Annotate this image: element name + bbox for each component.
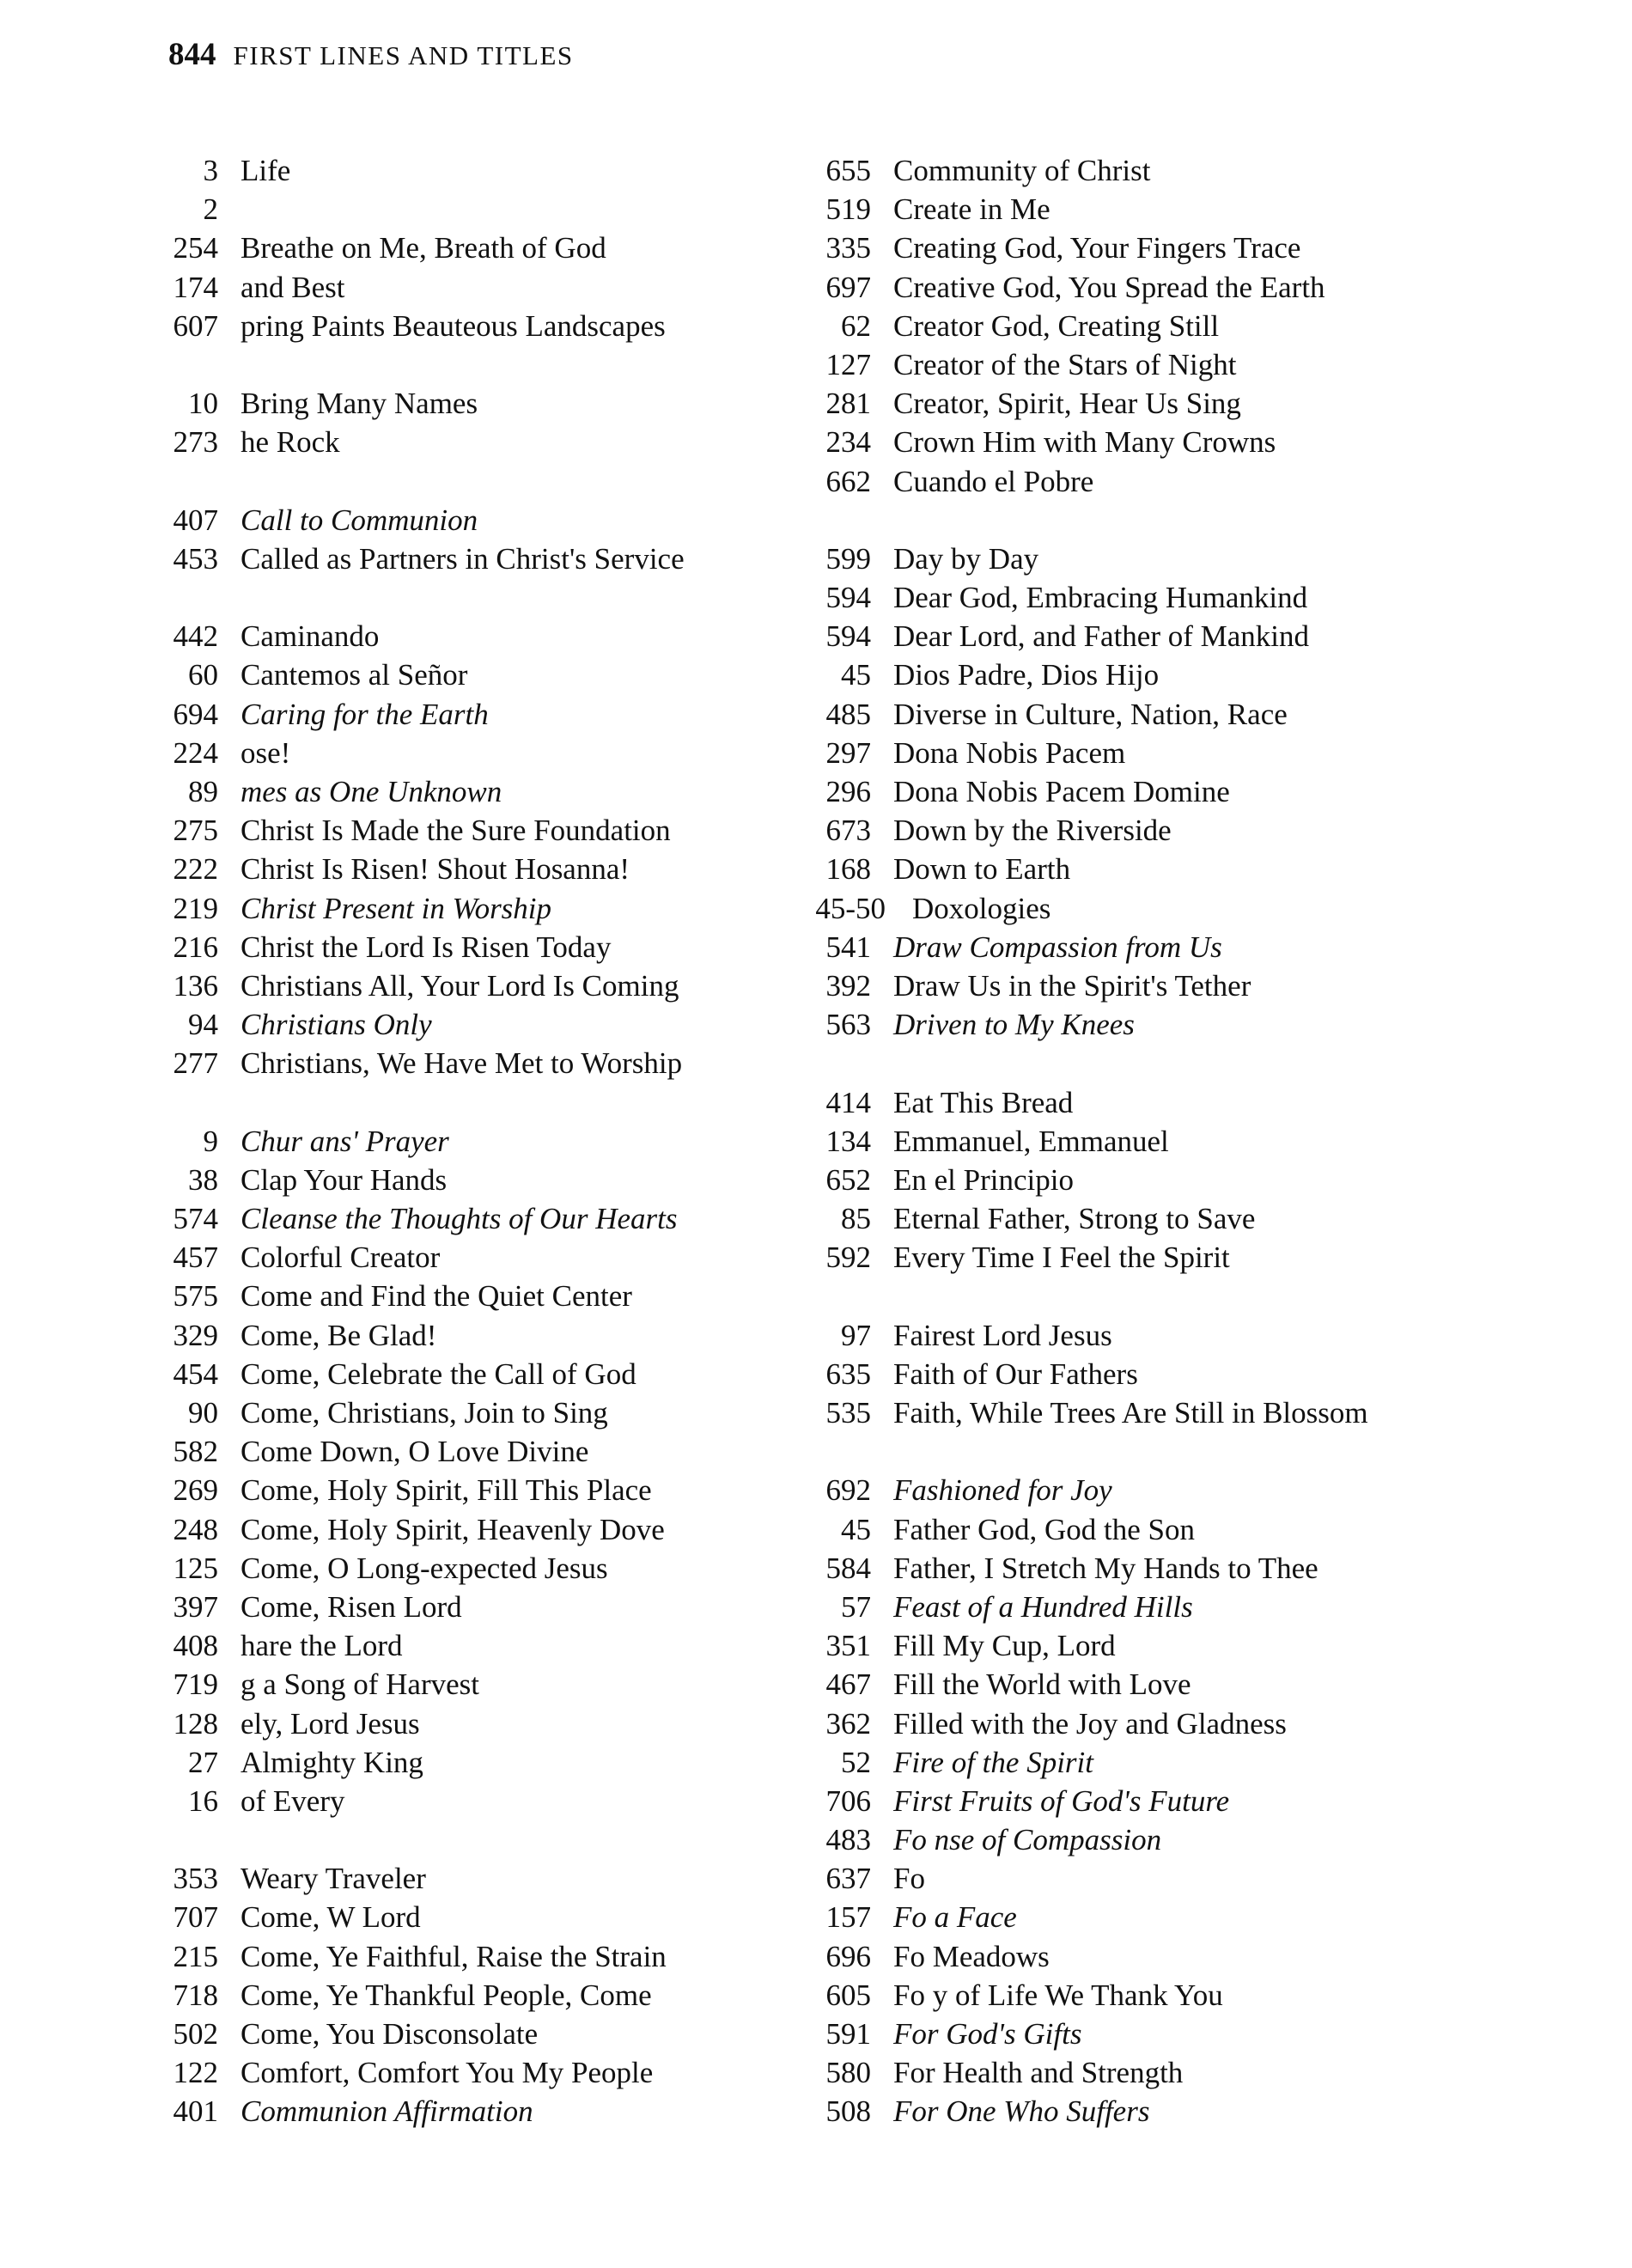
hymn-title: Creative God, You Spread the Earth bbox=[893, 270, 1325, 304]
index-entry bbox=[143, 307, 795, 384]
hymn-number: 275 bbox=[173, 814, 218, 848]
hymn-title: Dios Padre, Dios Hijo bbox=[893, 658, 1160, 692]
hymn-number: 580 bbox=[825, 2056, 871, 2090]
hymn-title: Draw Compassion from Us bbox=[893, 930, 1222, 964]
hymn-title: Creator, Spirit, Hear Us Sing bbox=[893, 387, 1241, 421]
hymn-title: Almighty King bbox=[241, 1745, 423, 1779]
hymn-title: Dona Nobis Pacem bbox=[893, 735, 1126, 770]
hymn-title: Come, W Lord bbox=[241, 1900, 421, 1935]
index-entry bbox=[795, 268, 1448, 307]
hymn-title: Christ Is Risen! Shout Hosanna! bbox=[241, 852, 630, 887]
hymn-number: 127 bbox=[825, 347, 871, 381]
hymn-number: 599 bbox=[825, 541, 871, 576]
right-column bbox=[795, 151, 1448, 2131]
hymn-number: 3 bbox=[203, 154, 218, 187]
hymn-title: Faith of Our Fathers bbox=[893, 1357, 1138, 1391]
index-entry bbox=[795, 1005, 1448, 1044]
index-entry bbox=[795, 1665, 1448, 1704]
index-entry bbox=[795, 190, 1448, 229]
hymn-number: 128 bbox=[173, 1706, 218, 1741]
hymn-title: Filled with the Joy and Gladness bbox=[893, 1706, 1287, 1741]
hymn-number: 607 bbox=[173, 308, 218, 343]
hymn-title: Weary Traveler bbox=[241, 1862, 426, 1896]
index-entry bbox=[143, 1743, 795, 1782]
hymn-title: Cuando el Pobre bbox=[893, 464, 1094, 498]
hymn-title: Colorful Creator bbox=[241, 1241, 441, 1275]
hymn-number: 90 bbox=[188, 1396, 218, 1430]
hymn-number: 591 bbox=[825, 2017, 871, 2052]
hymn-number: 329 bbox=[173, 1318, 218, 1352]
index-entry bbox=[795, 1355, 1448, 1393]
index-entry bbox=[795, 1588, 1448, 1626]
hymn-number: 592 bbox=[825, 1241, 871, 1275]
hymn-title: Community of Christ bbox=[893, 154, 1151, 187]
hymn-number: 215 bbox=[173, 1939, 218, 1973]
index-entry bbox=[795, 1626, 1448, 1665]
hymn-title: Feast of a Hundred Hills bbox=[893, 1589, 1193, 1624]
hymn-number: 397 bbox=[173, 1589, 218, 1624]
index-entry bbox=[795, 617, 1448, 655]
hymn-title: ose! bbox=[241, 735, 291, 770]
index-entry bbox=[143, 772, 795, 811]
hymn-title: Fo y of Life We Thank You bbox=[893, 1978, 1223, 2012]
hymn-number: 277 bbox=[173, 1046, 218, 1081]
hymn-title: ely, Lord Jesus bbox=[241, 1706, 420, 1741]
hymn-number: 10 bbox=[188, 387, 218, 421]
hymn-title: Communion Affirmation bbox=[241, 2094, 533, 2129]
hymn-number: 483 bbox=[825, 1823, 871, 1857]
hymn-title: Dona Nobis Pacem Domine bbox=[893, 775, 1230, 808]
index-entry bbox=[795, 889, 1448, 928]
hymn-number: 234 bbox=[825, 425, 871, 460]
page-number: 844 bbox=[168, 37, 216, 72]
index-entry bbox=[143, 2092, 795, 2131]
hymn-number: 134 bbox=[825, 1124, 871, 1158]
index-entry bbox=[795, 1471, 1448, 1509]
hymn-title: Cleanse the Thoughts of Our Hearts bbox=[241, 1202, 678, 1236]
index-entry bbox=[143, 1549, 795, 1588]
index-entry bbox=[795, 307, 1448, 345]
hymn-title: he Rock bbox=[241, 425, 340, 460]
index-entry bbox=[143, 1626, 795, 1665]
hymn-number: 281 bbox=[825, 387, 871, 421]
hymn-number: 652 bbox=[825, 1162, 871, 1197]
index-entry bbox=[143, 1510, 795, 1549]
hymn-title: Emmanuel, Emmanuel bbox=[893, 1124, 1169, 1158]
hymn-number: 157 bbox=[825, 1900, 871, 1935]
index-entry bbox=[795, 695, 1448, 734]
hymn-title: Come, Ye Faithful, Raise the Strain bbox=[241, 1939, 667, 1973]
hymn-number: 94 bbox=[188, 1008, 218, 1042]
hymn-number: 696 bbox=[825, 1939, 871, 1973]
hymn-number: 707 bbox=[173, 1900, 218, 1935]
index-entry bbox=[795, 1820, 1448, 1859]
hymn-title: and Best bbox=[241, 270, 345, 304]
hymn-title: Come, Be Glad! bbox=[241, 1318, 437, 1352]
index-entry bbox=[143, 1976, 795, 2015]
hymn-title: Faith, While Trees Are Still in Blossom bbox=[893, 1396, 1368, 1430]
hymn-number: 655 bbox=[825, 154, 871, 187]
hymn-number: 594 bbox=[825, 581, 871, 615]
hymn-number: 541 bbox=[825, 930, 871, 964]
hymn-number: 584 bbox=[825, 1551, 871, 1585]
hymn-title: For One Who Suffers bbox=[893, 2094, 1150, 2129]
hymn-title: Diverse in Culture, Nation, Race bbox=[893, 697, 1288, 731]
index-entry bbox=[795, 2092, 1448, 2131]
hymn-title: Dear Lord, and Father of Mankind bbox=[893, 619, 1310, 654]
hymn-title: Fill the World with Love bbox=[893, 1667, 1191, 1702]
hymn-number: 174 bbox=[173, 270, 218, 304]
hymn-number: 582 bbox=[173, 1435, 218, 1469]
index-entry bbox=[143, 268, 795, 307]
hymn-number: 574 bbox=[173, 1202, 218, 1236]
index-entry bbox=[143, 1432, 795, 1471]
index-entry bbox=[795, 540, 1448, 578]
index-entry bbox=[143, 655, 795, 694]
index-entry bbox=[795, 966, 1448, 1005]
hymn-title: Fill My Cup, Lord bbox=[893, 1629, 1116, 1663]
hymn-title: Doxologies bbox=[912, 891, 1051, 925]
index-entry bbox=[795, 1782, 1448, 1820]
hymn-number: 502 bbox=[173, 2017, 218, 2052]
index-entry bbox=[143, 1238, 795, 1277]
hymn-number: 457 bbox=[173, 1241, 218, 1275]
index-entry bbox=[143, 1277, 795, 1315]
hymn-title: Christ the Lord Is Risen Today bbox=[241, 930, 612, 964]
hymn-title: Creator of the Stars of Night bbox=[893, 347, 1237, 381]
hymn-number: 296 bbox=[825, 775, 871, 808]
index-entry bbox=[143, 1471, 795, 1509]
index-entry bbox=[143, 1355, 795, 1393]
hymn-number: 52 bbox=[841, 1745, 871, 1779]
hymn-title: Fire of the Spirit bbox=[893, 1745, 1093, 1779]
index-entry bbox=[143, 1122, 795, 1161]
index-entry bbox=[143, 1704, 795, 1743]
hymn-number: 718 bbox=[173, 1978, 218, 2012]
index-entry bbox=[795, 1199, 1448, 1238]
hymn-title: Fashioned for Joy bbox=[893, 1473, 1112, 1508]
index-entry bbox=[143, 2053, 795, 2092]
hymn-number: 637 bbox=[825, 1862, 871, 1896]
hymn-number: 408 bbox=[173, 1629, 218, 1663]
index-entry bbox=[143, 1859, 795, 1898]
hymn-title: Come, Celebrate the Call of God bbox=[241, 1357, 636, 1391]
hymn-number: 414 bbox=[825, 1085, 871, 1119]
hymn-number: 362 bbox=[825, 1706, 871, 1741]
hymn-number: 519 bbox=[825, 192, 871, 227]
hymn-title: Driven to My Knees bbox=[893, 1008, 1135, 1042]
index-entry bbox=[143, 1782, 795, 1820]
hymn-number: 351 bbox=[825, 1629, 871, 1663]
index-entry bbox=[143, 1199, 795, 1238]
hymn-number: 467 bbox=[825, 1667, 871, 1702]
index-entry bbox=[795, 1743, 1448, 1782]
hymn-title: Breathe on Me, Breath of God bbox=[241, 231, 606, 265]
hymn-title: Call to Communion bbox=[241, 503, 478, 537]
index-entry bbox=[795, 928, 1448, 966]
hymn-title: Bring Many Names bbox=[241, 387, 478, 421]
hymn-title: Come, O Long-expected Jesus bbox=[241, 1551, 608, 1585]
hymn-title: Christians All, Your Lord Is Coming bbox=[241, 968, 679, 1003]
index-entry bbox=[143, 1316, 795, 1355]
hymn-number: 392 bbox=[825, 968, 871, 1003]
hymn-title: Come, Risen Lord bbox=[241, 1589, 462, 1624]
hymn-number: 297 bbox=[825, 735, 871, 770]
hymn-number: 269 bbox=[173, 1473, 218, 1508]
hymn-title: hare the Lord bbox=[241, 1629, 403, 1663]
hymn-title: Come, Holy Spirit, Fill This Place bbox=[241, 1473, 652, 1508]
index-entry bbox=[795, 423, 1448, 461]
hymn-title: Come, You Disconsolate bbox=[241, 2017, 539, 2052]
hymn-title: First Fruits of God's Future bbox=[893, 1783, 1230, 1818]
index-entry bbox=[795, 1549, 1448, 1588]
hymn-number: 9 bbox=[203, 1124, 218, 1158]
index-entry bbox=[795, 151, 1448, 190]
hymn-title: Fo Meadows bbox=[893, 1939, 1050, 1973]
index-entry bbox=[795, 345, 1448, 384]
index-entry bbox=[795, 1161, 1448, 1199]
index-entry bbox=[795, 1083, 1448, 1122]
hymn-number: 85 bbox=[841, 1202, 871, 1236]
hymn-number: 254 bbox=[173, 231, 218, 265]
hymn-title: Fo bbox=[893, 1862, 925, 1896]
hymn-number: 62 bbox=[841, 308, 871, 343]
hymn-title: Cantemos al Señor bbox=[241, 658, 468, 692]
hymn-title: For Health and Strength bbox=[893, 2056, 1184, 2090]
hymn-number: 485 bbox=[825, 697, 871, 731]
hymn-number: 16 bbox=[188, 1783, 218, 1818]
index-entry bbox=[143, 695, 795, 734]
hymn-number: 706 bbox=[825, 1783, 871, 1818]
hymn-number: 508 bbox=[825, 2094, 871, 2129]
hymn-title: Creating God, Your Fingers Trace bbox=[893, 231, 1301, 265]
hymn-title: Day by Day bbox=[893, 541, 1039, 576]
hymn-number: 60 bbox=[188, 658, 218, 692]
index-entry bbox=[143, 1665, 795, 1704]
hymn-title: Christians Only bbox=[241, 1008, 432, 1042]
hymn-number: 692 bbox=[825, 1473, 871, 1508]
index-entry bbox=[795, 462, 1448, 501]
hymn-number: 697 bbox=[825, 270, 871, 304]
hymn-title: Eternal Father, Strong to Save bbox=[893, 1202, 1256, 1236]
index-entry bbox=[143, 811, 795, 850]
hymn-number: 57 bbox=[841, 1589, 871, 1624]
hymn-title: Chur ans' Prayer bbox=[241, 1124, 449, 1158]
index-entry bbox=[143, 1005, 795, 1044]
hymn-number: 442 bbox=[173, 619, 218, 654]
left-column bbox=[143, 151, 795, 2131]
hymn-title: Create in Me bbox=[893, 192, 1050, 227]
hymn-title: Come and Find the Quiet Center bbox=[241, 1279, 632, 1314]
hymn-title: Fo a Face bbox=[893, 1900, 1017, 1935]
hymn-number: 694 bbox=[173, 697, 218, 731]
hymn-number: 273 bbox=[173, 425, 218, 460]
index-entry bbox=[795, 1510, 1448, 1549]
hymn-number: 563 bbox=[825, 1008, 871, 1042]
index-entry bbox=[143, 540, 795, 617]
index-entry bbox=[143, 617, 795, 655]
hymn-title: Down to Earth bbox=[893, 852, 1071, 887]
hymn-number: 27 bbox=[188, 1745, 218, 1779]
hymn-title: Fairest Lord Jesus bbox=[893, 1318, 1112, 1352]
index-entry bbox=[795, 1238, 1448, 1277]
hymn-title: Come, Holy Spirit, Heavenly Dove bbox=[241, 1512, 665, 1546]
hymn-number: 335 bbox=[825, 231, 871, 265]
hymn-number: 673 bbox=[825, 814, 871, 848]
index-entry bbox=[795, 1393, 1448, 1471]
hymn-title: Christians, We Have Met to Worship bbox=[241, 1046, 683, 1081]
index-entry bbox=[795, 2053, 1448, 2092]
hymn-title: Caminando bbox=[241, 619, 380, 654]
hymn-title: Christ Present in Worship bbox=[241, 891, 552, 925]
hymn-title: Come, Christians, Join to Sing bbox=[241, 1396, 608, 1430]
hymn-title: En el Principio bbox=[893, 1162, 1074, 1197]
hymn-number: 224 bbox=[173, 735, 218, 770]
hymn-title: Draw Us in the Spirit's Tether bbox=[893, 968, 1251, 1003]
index-entry bbox=[143, 2015, 795, 2053]
hymn-number: 248 bbox=[173, 1512, 218, 1546]
hymn-number: 136 bbox=[173, 968, 218, 1003]
hymn-title: mes as One Unknown bbox=[241, 775, 502, 809]
hymn-title: Life bbox=[241, 154, 291, 187]
index-entry bbox=[795, 2015, 1448, 2053]
hymn-number: 401 bbox=[173, 2094, 218, 2129]
index-entry bbox=[795, 1316, 1448, 1355]
hymn-number: 594 bbox=[825, 619, 871, 654]
index-entry bbox=[143, 1161, 795, 1199]
index-entry bbox=[143, 501, 795, 540]
index-entry bbox=[143, 190, 795, 229]
hymn-number: 719 bbox=[173, 1667, 218, 1702]
index-entry bbox=[795, 1976, 1448, 2015]
hymn-title: Come, Ye Thankful People, Come bbox=[241, 1978, 652, 2012]
index-entry bbox=[143, 734, 795, 772]
index-entry bbox=[795, 1859, 1448, 1898]
hymn-number: 216 bbox=[173, 930, 218, 964]
index-entry bbox=[795, 578, 1448, 617]
index-entry bbox=[143, 229, 795, 267]
index-entry bbox=[795, 1937, 1448, 1976]
index-entry bbox=[143, 151, 795, 190]
hymn-number: 635 bbox=[825, 1357, 871, 1391]
hymn-number: 45 bbox=[841, 1512, 871, 1546]
index-entry bbox=[795, 1898, 1448, 1936]
index-entry bbox=[795, 229, 1448, 267]
hymn-title: Down by the Riverside bbox=[893, 814, 1172, 848]
index-entry bbox=[143, 384, 795, 423]
index-entry bbox=[795, 1704, 1448, 1743]
index-entry bbox=[143, 1588, 795, 1626]
hymn-number: 122 bbox=[173, 2056, 218, 2090]
hymn-title: Caring for the Earth bbox=[241, 697, 489, 731]
index-entry bbox=[143, 889, 795, 928]
hymn-number: 2 bbox=[203, 192, 218, 227]
index-entry bbox=[143, 1898, 795, 1936]
hymn-title: For God's Gifts bbox=[893, 2017, 1082, 2052]
hymn-title: Father God, God the Son bbox=[893, 1512, 1195, 1546]
hymn-number: 454 bbox=[173, 1357, 218, 1391]
index-entry bbox=[143, 928, 795, 966]
hymn-number: 662 bbox=[825, 464, 871, 498]
hymn-number: 45-50 bbox=[815, 891, 886, 925]
index-entry bbox=[795, 384, 1448, 423]
hymn-number: 453 bbox=[173, 541, 218, 576]
hymn-title: Called as Partners in Christ's Service bbox=[241, 541, 685, 576]
hymn-number: 97 bbox=[841, 1318, 871, 1352]
hymn-number: 125 bbox=[173, 1551, 218, 1585]
hymn-title: Fo nse of Compassion bbox=[893, 1823, 1162, 1857]
hymn-title: Clap Your Hands bbox=[241, 1162, 448, 1197]
hymn-number: 605 bbox=[825, 1978, 871, 2012]
hymn-number: 219 bbox=[173, 891, 218, 925]
running-head bbox=[168, 36, 574, 74]
hymn-title: Crown Him with Many Crowns bbox=[893, 425, 1276, 460]
index-entry bbox=[143, 1044, 795, 1121]
hymn-number: 89 bbox=[188, 775, 218, 809]
hymn-title: g a Song of Harvest bbox=[241, 1667, 480, 1702]
index-entry bbox=[143, 1937, 795, 1976]
index-entry bbox=[795, 1122, 1448, 1161]
hymn-number: 38 bbox=[188, 1162, 218, 1197]
hymn-number: 353 bbox=[173, 1862, 218, 1896]
hymn-title: Comfort, Comfort You My People bbox=[241, 2056, 654, 2090]
index-entry bbox=[143, 850, 795, 888]
hymn-number: 45 bbox=[841, 658, 871, 692]
index-entry bbox=[795, 655, 1448, 694]
index-entry bbox=[795, 850, 1448, 888]
index-entry bbox=[795, 772, 1448, 811]
hymn-title: Father, I Stretch My Hands to Thee bbox=[893, 1551, 1318, 1585]
hymn-title: Christ Is Made the Sure Foundation bbox=[241, 814, 671, 848]
index-entry bbox=[795, 734, 1448, 772]
hymn-number: 535 bbox=[825, 1396, 871, 1430]
index-entry bbox=[143, 1393, 795, 1432]
index-entry bbox=[143, 966, 795, 1005]
hymn-title: Every Time I Feel the Spirit bbox=[893, 1241, 1230, 1275]
hymn-number: 168 bbox=[825, 852, 871, 887]
index-entry bbox=[795, 811, 1448, 850]
hymn-title: of Every bbox=[241, 1783, 345, 1818]
page-title: FIRST LINES AND TITLES bbox=[233, 40, 574, 70]
hymn-title: Dear God, Embracing Humankind bbox=[893, 581, 1308, 615]
hymn-number: 222 bbox=[173, 852, 218, 887]
hymn-title: pring Paints Beauteous Landscapes bbox=[241, 308, 666, 343]
hymn-title: Eat This Bread bbox=[893, 1085, 1074, 1119]
index-entry bbox=[143, 423, 795, 461]
hymn-title: Come Down, O Love Divine bbox=[241, 1435, 589, 1469]
hymn-number: 575 bbox=[173, 1279, 218, 1314]
hymn-title: Creator God, Creating Still bbox=[893, 308, 1220, 343]
hymn-number: 407 bbox=[173, 503, 218, 537]
